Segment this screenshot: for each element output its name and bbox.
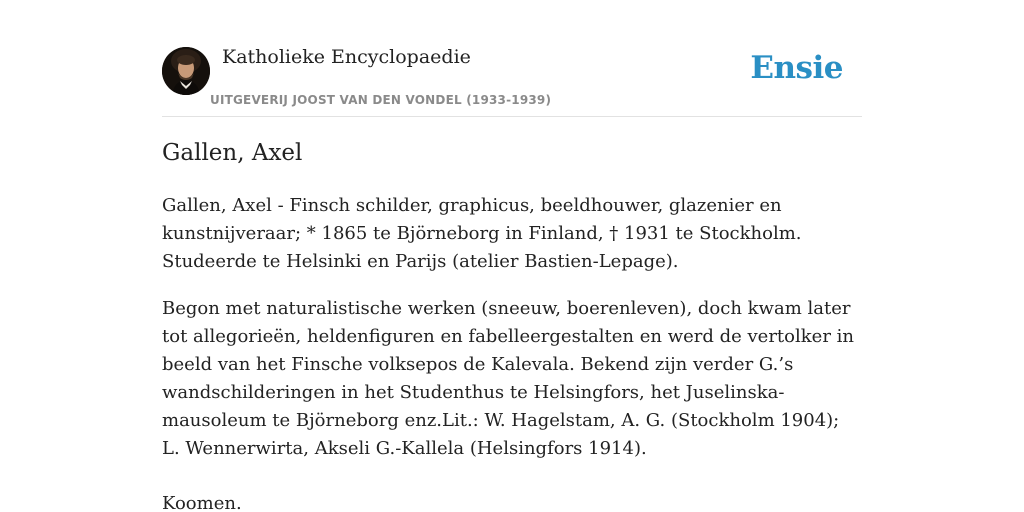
header [162, 0, 862, 117]
page [162, 0, 862, 512]
author-signature: Koomen. [162, 493, 242, 512]
article-paragraph-2: Begon met naturalistische werken (sneeuw, boerenleven), doch kwam later tot allegorieën, heldenfiguren en fabelleergestalten en werd de vertolker in beeld van het Finsche volksepos de Kalevala. Bekend zijn verder G.’s wandschilderingen in het Studenthus te Helsingfors, het Juselinska-mausoleum te Björneborg enz.Lit.: W. Hagelstam, A. G. (Stockholm 1904); L. Wennerwirta, Akseli G.-Kallela (Helsingfors 1914). [162, 298, 854, 459]
article-paragraph-1: Gallen, Axel - Finsch schilder, graphicus, beeldhouwer, glazenier en kunstnijveraar; * 1865 te Björneborg in Finland, † 1931 te Stockholm. Studeerde te Helsinki en Parijs (atelier Bastien-Lepage). [162, 195, 802, 272]
site-title[interactable]: Katholieke Encyclopaedie [222, 46, 471, 68]
vondel-portrait-icon[interactable] [162, 47, 210, 95]
article-title: Gallen, Axel [162, 140, 303, 166]
publisher-subtitle: UITGEVERIJ JOOST VAN DEN VONDEL (1933-1939) [210, 93, 552, 107]
ensie-logo-link[interactable]: Ensie [750, 50, 843, 86]
